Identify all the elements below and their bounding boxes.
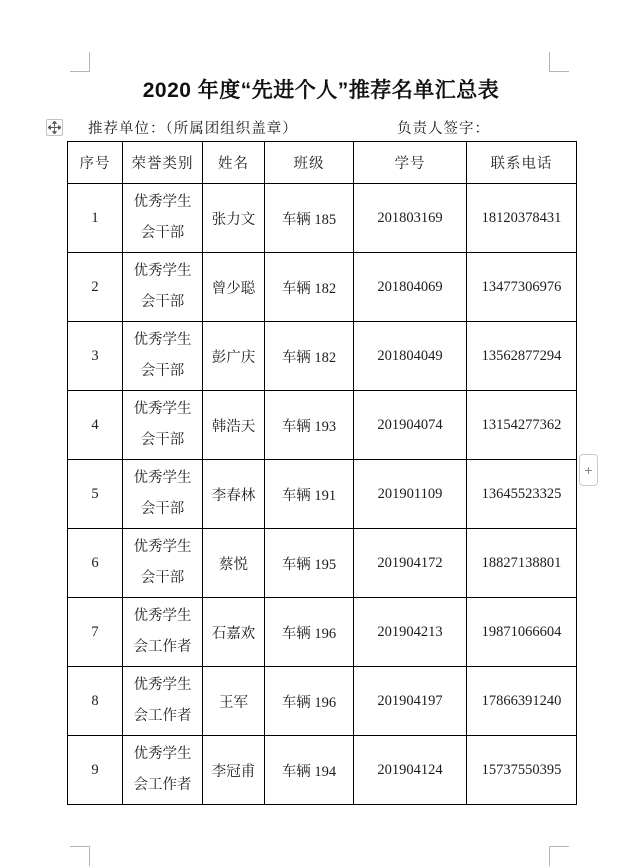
cell-category: 优秀学生会干部	[123, 391, 203, 460]
cell-category: 优秀学生会工作者	[123, 736, 203, 805]
cell-class: 车辆 196	[265, 667, 354, 736]
cell-name: 石嘉欢	[203, 598, 265, 667]
table-row	[68, 391, 577, 460]
cell-name: 蔡悦	[203, 529, 265, 598]
page-margin-mark-top-left	[70, 52, 90, 72]
cell-category: 优秀学生会工作者	[123, 667, 203, 736]
cell-name: 彭广庆	[203, 322, 265, 391]
col-header-phone: 联系电话	[467, 142, 577, 184]
summary-table-header	[68, 142, 577, 184]
recommending-unit-label: 推荐单位：（所属团组织盖章）	[88, 121, 298, 137]
cell-student-id: 201904074	[354, 391, 467, 460]
cell-student-id: 201804049	[354, 322, 467, 391]
cell-category: 优秀学生会干部	[123, 460, 203, 529]
table-row	[68, 598, 577, 667]
cell-index: 1	[68, 184, 123, 253]
cell-category: 优秀学生会干部	[123, 253, 203, 322]
cell-phone: 19871066604	[467, 598, 577, 667]
cell-name: 李冠甫	[203, 736, 265, 805]
cell-class: 车辆 185	[265, 184, 354, 253]
insert-row-button[interactable]: +	[579, 454, 598, 486]
cell-name: 张力文	[203, 184, 265, 253]
summary-table-body	[68, 184, 577, 805]
cell-class: 车辆 191	[265, 460, 354, 529]
cell-class: 车辆 182	[265, 253, 354, 322]
col-header-name: 姓名	[203, 142, 265, 184]
table-row	[68, 736, 577, 805]
signature-label: 负责人签字：	[397, 121, 490, 137]
cell-phone: 13645523325	[467, 460, 577, 529]
col-header-category: 荣誉类别	[123, 142, 203, 184]
table-move-handle[interactable]	[46, 119, 63, 136]
cell-student-id: 201904213	[354, 598, 467, 667]
table-row	[68, 529, 577, 598]
page-title: 2020 年度“先进个人”推荐名单汇总表	[142, 79, 500, 102]
subtitle-line	[0, 117, 642, 139]
cell-index: 3	[68, 322, 123, 391]
cell-category: 优秀学生会干部	[123, 184, 203, 253]
page-margin-mark-bottom-right	[549, 846, 569, 866]
table-move-handle-icon	[48, 121, 61, 134]
cell-phone: 15737550395	[467, 736, 577, 805]
cell-category: 优秀学生会干部	[123, 322, 203, 391]
cell-phone: 18120378431	[467, 184, 577, 253]
cell-student-id: 201803169	[354, 184, 467, 253]
cell-student-id: 201904197	[354, 667, 467, 736]
cell-student-id: 201904172	[354, 529, 467, 598]
cell-name: 李春林	[203, 460, 265, 529]
cell-name: 王军	[203, 667, 265, 736]
table-row	[68, 253, 577, 322]
cell-student-id: 201804069	[354, 253, 467, 322]
table-row	[68, 460, 577, 529]
cell-student-id: 201901109	[354, 460, 467, 529]
table-row	[68, 322, 577, 391]
cell-index: 2	[68, 253, 123, 322]
cell-name: 韩浩天	[203, 391, 265, 460]
col-header-student-id: 学号	[354, 142, 467, 184]
cell-index: 6	[68, 529, 123, 598]
cell-class: 车辆 193	[265, 391, 354, 460]
cell-class: 车辆 194	[265, 736, 354, 805]
cell-student-id: 201904124	[354, 736, 467, 805]
header-row	[68, 142, 577, 184]
table-row	[68, 667, 577, 736]
cell-index: 8	[68, 667, 123, 736]
cell-class: 车辆 195	[265, 529, 354, 598]
cell-category: 优秀学生会工作者	[123, 598, 203, 667]
cell-phone: 17866391240	[467, 667, 577, 736]
cell-index: 5	[68, 460, 123, 529]
cell-class: 车辆 182	[265, 322, 354, 391]
cell-index: 7	[68, 598, 123, 667]
cell-index: 4	[68, 391, 123, 460]
cell-class: 车辆 196	[265, 598, 354, 667]
cell-phone: 13562877294	[467, 322, 577, 391]
summary-table	[67, 141, 577, 805]
page-margin-mark-bottom-left	[70, 846, 90, 866]
cell-phone: 18827138801	[467, 529, 577, 598]
col-header-class: 班级	[265, 142, 354, 184]
cell-index: 9	[68, 736, 123, 805]
cell-name: 曾少聪	[203, 253, 265, 322]
col-header-index: 序号	[68, 142, 123, 184]
cell-phone: 13477306976	[467, 253, 577, 322]
cell-category: 优秀学生会干部	[123, 529, 203, 598]
table-row	[68, 184, 577, 253]
page-margin-mark-top-right	[549, 52, 569, 72]
cell-phone: 13154277362	[467, 391, 577, 460]
